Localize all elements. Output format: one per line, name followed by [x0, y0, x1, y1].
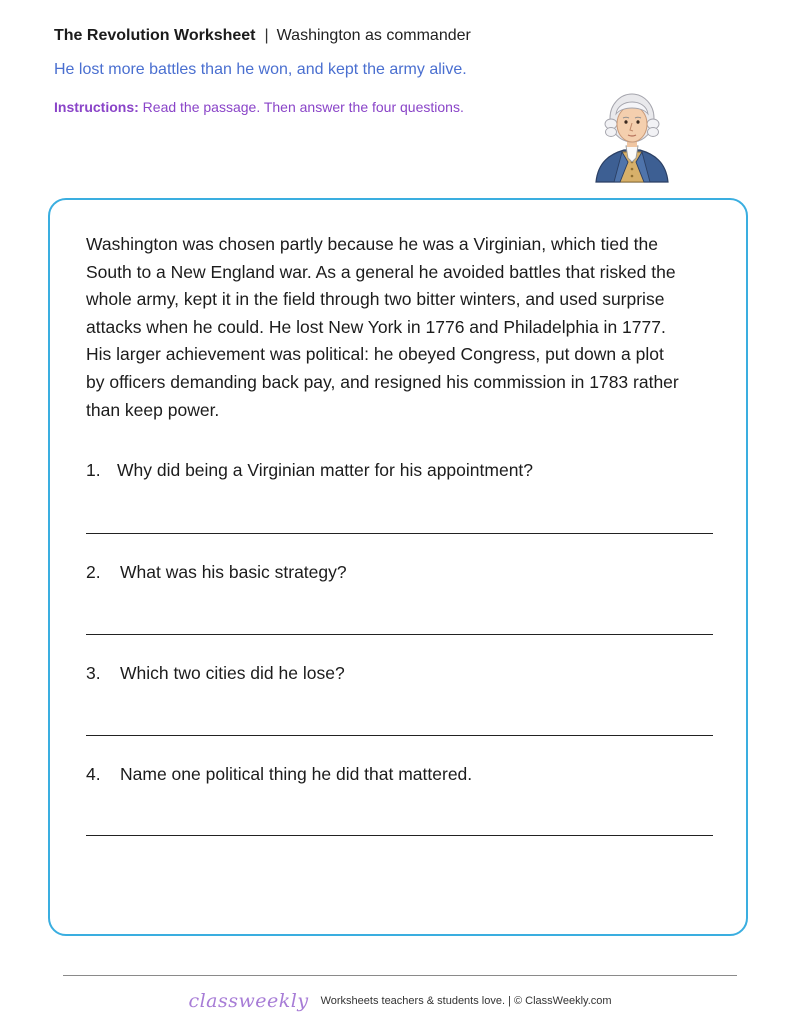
footer-divider [63, 975, 737, 976]
question-number: 3. [86, 663, 101, 683]
question-3 [86, 662, 345, 684]
footer-tagline: Worksheets teachers & students love. | © ClassWeekly.com [320, 995, 612, 1007]
question-number: 4. [86, 764, 101, 784]
passage-line: Washington was chosen partly because he was a Virginian, which tied the [86, 234, 658, 254]
worksheet-header [54, 26, 471, 46]
passage-line: than keep power. [86, 399, 220, 420]
answer-line-3[interactable] [86, 735, 713, 736]
footer [0, 990, 800, 1012]
question-number: 2. [86, 562, 101, 582]
question-text: Which two cities did he lose? [120, 663, 345, 683]
passage-line: South to a New England war. As a general he avoided battles that risked the [86, 261, 676, 282]
worksheet-subtitle: He lost more battles than he won, and kept the army alive. [54, 61, 467, 78]
brand-logo: classweekly [188, 990, 309, 1012]
question-number: 1. [86, 460, 101, 480]
passage-line: whole army, kept it in the field through two bitter winters, and used surprise [86, 289, 665, 310]
answer-line-2[interactable] [86, 634, 713, 635]
question-4 [86, 763, 472, 785]
worksheet-topic: Washington as commander [276, 27, 471, 44]
worksheet-title: The Revolution Worksheet [54, 27, 256, 44]
instructions [54, 98, 464, 116]
question-2 [86, 561, 347, 583]
answer-line-1[interactable] [86, 533, 713, 534]
question-text: Why did being a Virginian matter for his appointment? [117, 460, 534, 480]
passage-line: by officers demanding back pay, and resigned his commission in 1783 rather [86, 371, 679, 392]
instructions-label: Instructions: [54, 99, 139, 115]
question-text: What was his basic strategy? [120, 562, 347, 582]
reading-passage [86, 231, 726, 424]
passage-line: His larger achievement was political: he obeyed Congress, put down a plot [86, 344, 664, 365]
question-1 [86, 459, 533, 481]
answer-line-4[interactable] [86, 835, 713, 836]
george-washington-portrait-icon [590, 90, 674, 186]
passage-line: attacks when he could. He lost New York in 1776 and Philadelphia in 1777. [86, 316, 666, 337]
instructions-text: Read the passage. Then answer the four questions. [142, 99, 464, 115]
question-text: Name one political thing he did that mattered. [120, 764, 473, 784]
header-separator: | [264, 27, 269, 44]
